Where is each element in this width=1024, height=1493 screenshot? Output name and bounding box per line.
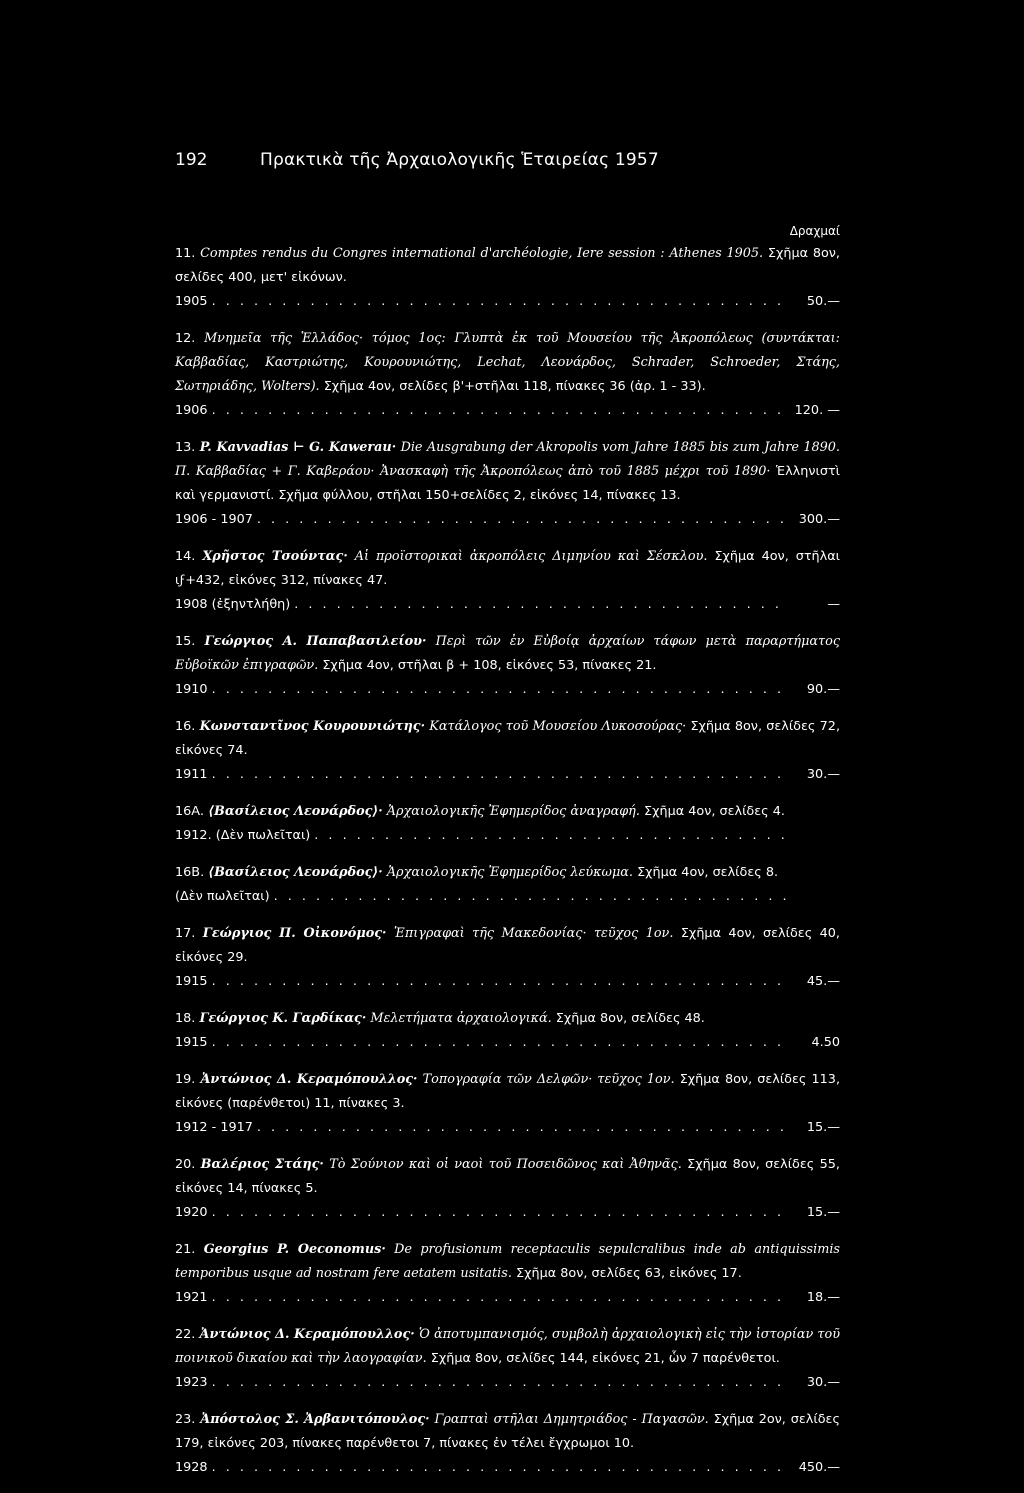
entry-year: 1906 - 1907 (175, 512, 253, 527)
entry-author: Georgius P. Oeconomus· (203, 1242, 386, 1257)
dot-leader (212, 1456, 790, 1480)
entry-price-line (175, 678, 840, 702)
entry-number: 15. (175, 634, 196, 649)
entry-title: Comptes rendus du Congres international d'archéologie, Iere session : Athenes 1905. (200, 246, 764, 261)
entry-details: Σχῆμα 4ον, στῆλαι ιϝ+432, εἰκόνες 312, πίνακες 47. (175, 549, 841, 588)
entry-price-line (175, 1201, 840, 1225)
entry-year: 1928 (175, 1460, 208, 1475)
entry-title: Αἱ προϊστορικαὶ ἀκροπόλεις Διμηνίου καὶ Σέσκλου. (354, 549, 708, 564)
entry-price-line (175, 763, 840, 787)
entry-price: 90.— (806, 682, 840, 697)
entry-details: Σχῆμα 4ον, σελίδες 4. (644, 804, 785, 819)
publication-list (175, 242, 840, 1480)
dot-leader (212, 399, 790, 423)
entry-year: 1921 (175, 1290, 208, 1305)
entry-title: Ἀρχαιολογικῆς Ἐφημερίδος λεύκωμα. (386, 865, 633, 880)
entry-number: 11. (175, 246, 196, 261)
entry-body (175, 1007, 840, 1031)
dot-leader (212, 290, 790, 314)
entry-number: 17. (175, 926, 196, 941)
entry-year: 1905 (175, 294, 208, 309)
entry-body (175, 327, 840, 399)
entry-number: 18. (175, 1011, 196, 1026)
entry-price-line (175, 1031, 840, 1055)
running-title: Πρακτικὰ τῆς Ἀρχαιολογικῆς Ἑταιρείας 1957 (260, 150, 659, 170)
dot-leader (314, 824, 790, 848)
entry-details: Σχῆμα 4ον, σελίδες 8. (637, 865, 779, 880)
page (175, 150, 840, 1493)
entry-number: 12. (175, 331, 196, 346)
entry-body (175, 1068, 840, 1116)
entry-number: 23. (175, 1412, 196, 1427)
publication-entry (175, 715, 840, 787)
entry-price-line (175, 593, 840, 617)
dot-leader (257, 1116, 790, 1140)
entry-price: 50.— (806, 294, 840, 309)
entry-details: Σχῆμα 8ον, σελίδες 55, εἰκόνες 14, πίνακες 5. (175, 1157, 840, 1196)
entry-details: Σχῆμα 8ον, σελίδες 63, εἰκόνες 17. (515, 1266, 742, 1281)
entry-price: 450.— (798, 1460, 840, 1475)
entry-number: 14. (175, 549, 196, 564)
entry-price: 45.— (806, 974, 840, 989)
entry-author: Κωνσταντῖνος Κουρουνιώτης· (199, 719, 426, 734)
entry-year: 1915 (175, 1035, 208, 1050)
dot-leader (294, 593, 790, 617)
dot-leader (212, 1031, 790, 1055)
entry-title: Ἐπιγραφαὶ τῆς Μακεδονίας· τεῦχος 1ον. (393, 926, 674, 941)
entry-title: Μνημεῖα τῆς Ἑλλάδος· τόμος 1ος: Γλυπτὰ ἐκ τοῦ Μουσείου τῆς Ἀκροπόλεως (συντάκται: Καββαδίας, Καστριώτης, Κουρουνιώτης, Lechat, Λεονάρδος, Schrader, Schroeder, Στάης, Σωτηριάδης, Wolters). (175, 331, 840, 394)
entry-year: (Δὲν πωλεῖται) (175, 889, 270, 904)
publication-entry (175, 1068, 840, 1140)
entry-number: 16. (175, 719, 196, 734)
entry-price: 15.— (806, 1120, 840, 1135)
publication-entry (175, 800, 840, 848)
entry-details: Σχῆμα 4ον, σελίδες 40, εἰκόνες 29. (175, 926, 840, 965)
entry-year: 1906 (175, 403, 208, 418)
entry-body (175, 1153, 840, 1201)
entry-price-line (175, 1116, 840, 1140)
entry-title: Ὁ ἀποτυμπανισμός, συμβολὴ ἀρχαιολογικὴ εἰς τὴν ἱστορίαν τοῦ ποινικοῦ δικαίου καὶ τὴν λαογραφίαν. (175, 1327, 840, 1366)
entry-number: 20. (175, 1157, 196, 1172)
entry-price-line (175, 1371, 840, 1395)
page-header (175, 150, 840, 190)
entry-body (175, 1323, 840, 1371)
publication-entry (175, 242, 840, 314)
entry-year: 1911 (175, 767, 208, 782)
entry-price-line (175, 824, 840, 848)
entry-title: Ἀρχαιολογικῆς Ἐφημερίδος ἀναγραφή. (386, 804, 640, 819)
entry-details: Σχῆμα 4ον, σελίδες β'+στῆλαι 118, πίνακες 36 (ἀρ. 1 - 33). (323, 379, 706, 394)
entry-price: 15.— (806, 1205, 840, 1220)
dot-leader (212, 1201, 790, 1225)
entry-author: Χρῆστος Τσούντας· (202, 549, 348, 564)
entry-author: ⟨Βασίλειος Λεονάρδος⟩· (208, 865, 383, 880)
entry-price: 300.— (798, 512, 840, 527)
entry-number: 21. (175, 1242, 196, 1257)
entry-price-line (175, 1286, 840, 1310)
entry-body (175, 715, 840, 763)
entry-price-line (175, 970, 840, 994)
publication-entry (175, 1007, 840, 1055)
publication-entry (175, 1408, 840, 1480)
publication-entry (175, 436, 840, 532)
entry-details: Σχῆμα 2ον, σελίδες 179, εἰκόνες 203, πίνακες παρένθετοι 7, πίνακες ἐν τέλει ἔγχρωμοι 10. (175, 1412, 840, 1451)
entry-author: Ἀντώνιος Δ. Κεραμόπουλλος· (199, 1327, 415, 1342)
dot-leader (212, 678, 790, 702)
entry-title: Τὸ Σούνιον καὶ οἱ ναοὶ τοῦ Ποσειδῶνος καὶ Ἀθηνᾶς. (329, 1157, 682, 1172)
entry-title: Γραπταὶ στῆλαι Δημητριάδος - Παγασῶν. (434, 1412, 709, 1427)
page-number: 192 (175, 150, 208, 170)
entry-details: Σχῆμα 8ον, σελίδες 48. (555, 1011, 705, 1026)
entry-title: Μελετήματα ἀρχαιολογικά. (370, 1011, 552, 1026)
entry-author: Ἀπόστολος Σ. Ἀρβανιτόπουλος· (200, 1412, 430, 1427)
entry-author: ⟨Βασίλειος Λεονάρδος⟩· (208, 804, 383, 819)
entry-details: Ἑλληνιστὶ καὶ γερμανιστί. Σχῆμα φύλλου, στῆλαι 150+σελίδες 2, εἰκόνες 14, πίνακες 13. (175, 464, 840, 503)
dot-leader (212, 970, 790, 994)
entry-body (175, 1238, 840, 1286)
entry-title: Περὶ τῶν ἐν Εὐβοίᾳ ἀρχαίων τάφων μετὰ παραρτήματος Εὐβοϊκῶν ἐπιγραφῶν. (175, 634, 840, 673)
entry-price-line (175, 1456, 840, 1480)
entry-number: 16Α. (175, 804, 205, 819)
entry-body (175, 800, 840, 824)
entry-details: Σχῆμα 8ον, σελίδες 113, εἰκόνες (παρένθετοι) 11, πίνακες 3. (175, 1072, 841, 1111)
publication-entry (175, 545, 840, 617)
entry-author: Γεώργιος Κ. Γαρδίκας· (199, 1011, 367, 1026)
dot-leader (212, 1286, 790, 1310)
entry-body (175, 545, 840, 593)
entry-number: 13. (175, 440, 196, 455)
publication-entry (175, 861, 840, 909)
dot-leader (257, 508, 790, 532)
entry-year: 1908 (ἐξηντλήθη) (175, 597, 291, 612)
entry-author: Γεώργιος Α. Παπαβασιλείου· (204, 634, 427, 649)
entry-details: Σχῆμα 8ον, σελίδες 400, μετ' εἰκόνων. (175, 246, 841, 285)
dot-leader (212, 1371, 790, 1395)
publication-entry (175, 1323, 840, 1395)
entry-title: Κατάλογος τοῦ Μουσείου Λυκοσούρας· (429, 719, 687, 734)
currency-column-label: Δραχμαί (789, 224, 840, 238)
entry-price-line (175, 508, 840, 532)
entry-price: — (827, 597, 840, 612)
publication-entry (175, 327, 840, 423)
entry-author: Βαλέριος Στάης· (200, 1157, 324, 1172)
entry-body (175, 861, 840, 885)
entry-price-line (175, 399, 840, 423)
entry-details: Σχῆμα 8ον, σελίδες 72, εἰκόνες 74. (175, 719, 841, 758)
entry-title: Τοπογραφία τῶν Δελφῶν· τεῦχος 1ον. (422, 1072, 675, 1087)
entry-year: 1912. (Δὲν πωλεῖται) (175, 828, 311, 843)
entry-title: De profusionum receptaculis sepulcralibus inde ab antiquissimis temporibus usque ad nostram fere aetatem usitatis. (175, 1242, 840, 1281)
entry-author: Γεώργιος Π. Οἰκονόμος· (202, 926, 387, 941)
entry-body (175, 630, 840, 678)
entry-body (175, 436, 840, 508)
publication-entry (175, 1153, 840, 1225)
entry-title: Die Ausgrabung der Akropolis vom Jahre 1885 bis zum Jahre 1890. Π. Καββαδίας + Γ. Καβεράου· Ἀνασκαφὴ τῆς Ἀκροπόλεως ἀπὸ τοῦ 1885 μέχρι τοῦ 1890· (175, 440, 840, 479)
entry-number: 16Β. (175, 865, 205, 880)
entry-year: 1912 - 1917 (175, 1120, 253, 1135)
entry-price: 18.— (806, 1290, 840, 1305)
entry-price: 30.— (806, 767, 840, 782)
entry-details: Σχῆμα 8ον, σελίδες 144, εἰκόνες 21, ὧν 7 παρένθετοι. (430, 1351, 780, 1366)
entry-author: P. Kavvadias ⊢ G. Kawerau· (199, 440, 397, 455)
entry-body (175, 922, 840, 970)
entry-details: Σχῆμα 4ον, στῆλαι β + 108, εἰκόνες 53, πίνακες 21. (322, 658, 657, 673)
entry-year: 1915 (175, 974, 208, 989)
entry-price-line (175, 885, 840, 909)
publication-entry (175, 1238, 840, 1310)
publication-entry (175, 630, 840, 702)
entry-year: 1910 (175, 682, 208, 697)
entry-year: 1920 (175, 1205, 208, 1220)
entry-body (175, 242, 840, 290)
entry-number: 22. (175, 1327, 196, 1342)
entry-price: 120. — (794, 403, 840, 418)
entry-body (175, 1408, 840, 1456)
entry-author: Ἀντώνιος Δ. Κεραμόπουλλος· (200, 1072, 418, 1087)
dot-leader (274, 885, 790, 909)
entry-number: 19. (175, 1072, 196, 1087)
entry-price-line (175, 290, 840, 314)
entry-year: 1923 (175, 1375, 208, 1390)
entry-price: 30.— (806, 1375, 840, 1390)
publication-entry (175, 922, 840, 994)
dot-leader (212, 763, 790, 787)
entry-price: 4.50 (811, 1035, 840, 1050)
